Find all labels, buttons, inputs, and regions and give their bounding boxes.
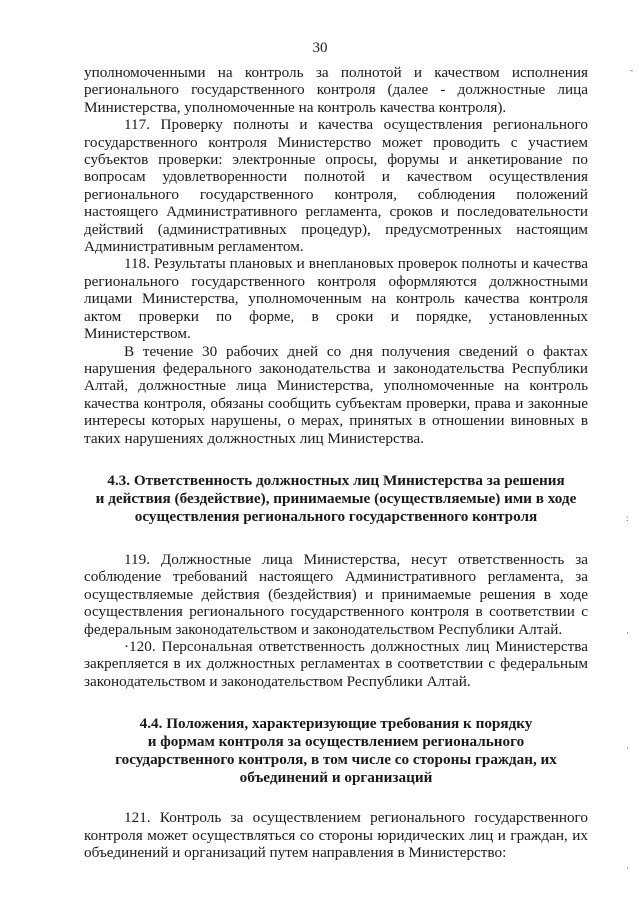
heading-line: и действия (бездействие), принимаемые (осуществляемые) ими в ходе [95, 489, 577, 507]
heading-line: 4.3. Ответственность должностных лиц Министерства за решения [107, 471, 565, 489]
section-heading-4-4 [84, 715, 588, 787]
page-number: 30 [312, 40, 328, 56]
heading-line: осуществления регионального государственного контроля [134, 507, 538, 525]
paragraph-continuation: уполномоченными на контроль за полнотой и качеством исполнения регионального государственного контроля (далее - должностные лица Министерства, уполномоченные на контроль качества контроля). [84, 64, 588, 116]
scan-mark: · [626, 628, 629, 638]
document-body [84, 64, 588, 861]
scan-mark: · [626, 743, 629, 753]
heading-line: государственного контроля, в том числе со стороны граждан, их [115, 751, 557, 769]
heading-line: 4.4. Положения, характеризующие требования к порядку [139, 715, 533, 733]
scan-mark: : [626, 513, 629, 523]
scan-mark: - [630, 65, 633, 75]
section-heading-4-3 [84, 472, 588, 526]
paragraph-118: 118. Результаты плановых и внеплановых проверок полноты и качества регионального государственного контроля оформляются должностными лицами Министерства, уполномоченным на контроль качества контроля актом проверки по форме, в сроки и порядке, установленных Министерством. [84, 255, 588, 343]
paragraph-119: 119. Должностные лица Министерства, несут ответственность за соблюдение требований настоящего Административного регламента, за осуществляемые действия (бездействия) и принимаемые решения в ходе осуществления регионального государственного контроля в соответствии с федеральным законодательством и законодательством Республики Алтай. [84, 550, 588, 638]
heading-line: объединений и организаций [239, 769, 433, 787]
heading-line: и формам контроля за осуществлением регионального [147, 733, 525, 751]
paragraph-30-days: В течение 30 рабочих дней со дня получения сведений о фактах нарушения федерального законодательства и законодательства Республики Алтай, должностные лица Министерства, уполномоченные на контроль качества контроля, обязаны сообщить субъектам проверки, права и законные интересы которых нарушены, о мерах, принятых в отношении виновных в таких нарушениях должностных лиц Министерства. [84, 342, 588, 447]
paragraph-121: 121. Контроль за осуществлением регионального государственного контроля может осуществляться со стороны юридических лиц и граждан, их объединений и организаций путем направления в Министерство: [84, 809, 588, 861]
paragraph-120: ·120. Персональная ответственность должностных лиц Министерства закрепляется в их должностных регламентах в соответствии с федеральным законодательством и законодательством Республики Алтай. [84, 637, 588, 690]
paragraph-117: 117. Проверку полноты и качества осуществления регионального государственного контроля Министерство может проводить с участием субъектов проверки: электронные опросы, форумы и анкетирование по вопросам удовлетворенности полнотой и качеством осуществления регионального государственного контроля, соблюдения положений настоящего Административного регламента, сроков и последовательности действий (административных процедур), предусмотренных настоящим Административным регламентом. [84, 116, 588, 256]
scan-mark: · [626, 863, 629, 873]
